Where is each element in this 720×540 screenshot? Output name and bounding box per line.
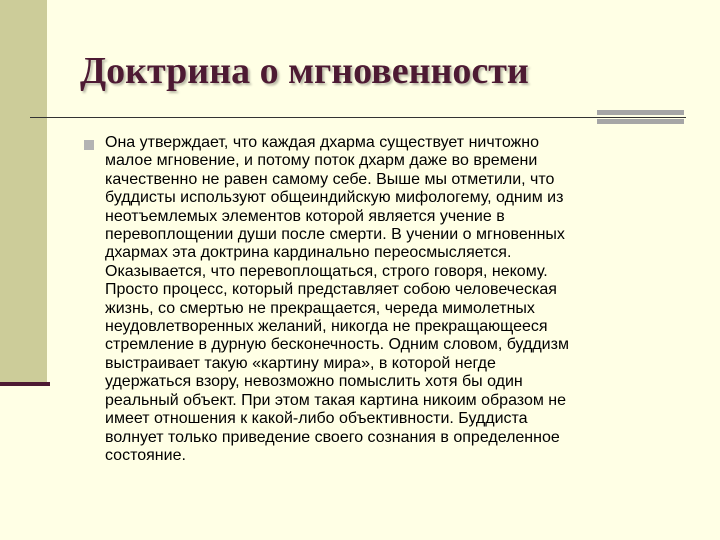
square-bullet-icon (84, 140, 94, 150)
title-divider (30, 117, 686, 118)
bullet-item (84, 134, 684, 465)
side-decoration-underline (0, 382, 50, 386)
bullet-text: Она утверждает, что каждая дхарма существует ничтожно малое мгновение, и потому поток дхарм даже во времени качественно не равен самому себе. Выше мы отметили, что буддисты используют общеиндийскую мифологему, одним из неотъемлемых элементов которой является учение в перевоплощении души после смерти. В учении о мгновенных дхармах эта доктрина кардинально переосмысляется. Оказывается, что перевоплощаться, строго говоря, некому. Просто процесс, который представляет собою человеческая жизнь, со смертью не прекращается, череда мимолетных неудовлетворенных желаний, никогда не прекращающееся стремление в дурную бесконечность. Одним словом, буддизм выстраивает такую «картину мира», в которой негде удержаться взору, невозможно помыслить хотя бы один реальный объект. При этом такая картина никоим образом не имеет отношения к какой-либо объективности. Буддиста волнует только приведение своего сознания в определенное состояние. (105, 134, 569, 464)
title-rule-accent-top (597, 110, 684, 115)
title-rule-accent-bottom (597, 119, 684, 124)
bullet-list (84, 134, 684, 465)
side-decoration-bar (0, 0, 47, 384)
slide-title: Доктрина о мгновенности (80, 50, 529, 92)
